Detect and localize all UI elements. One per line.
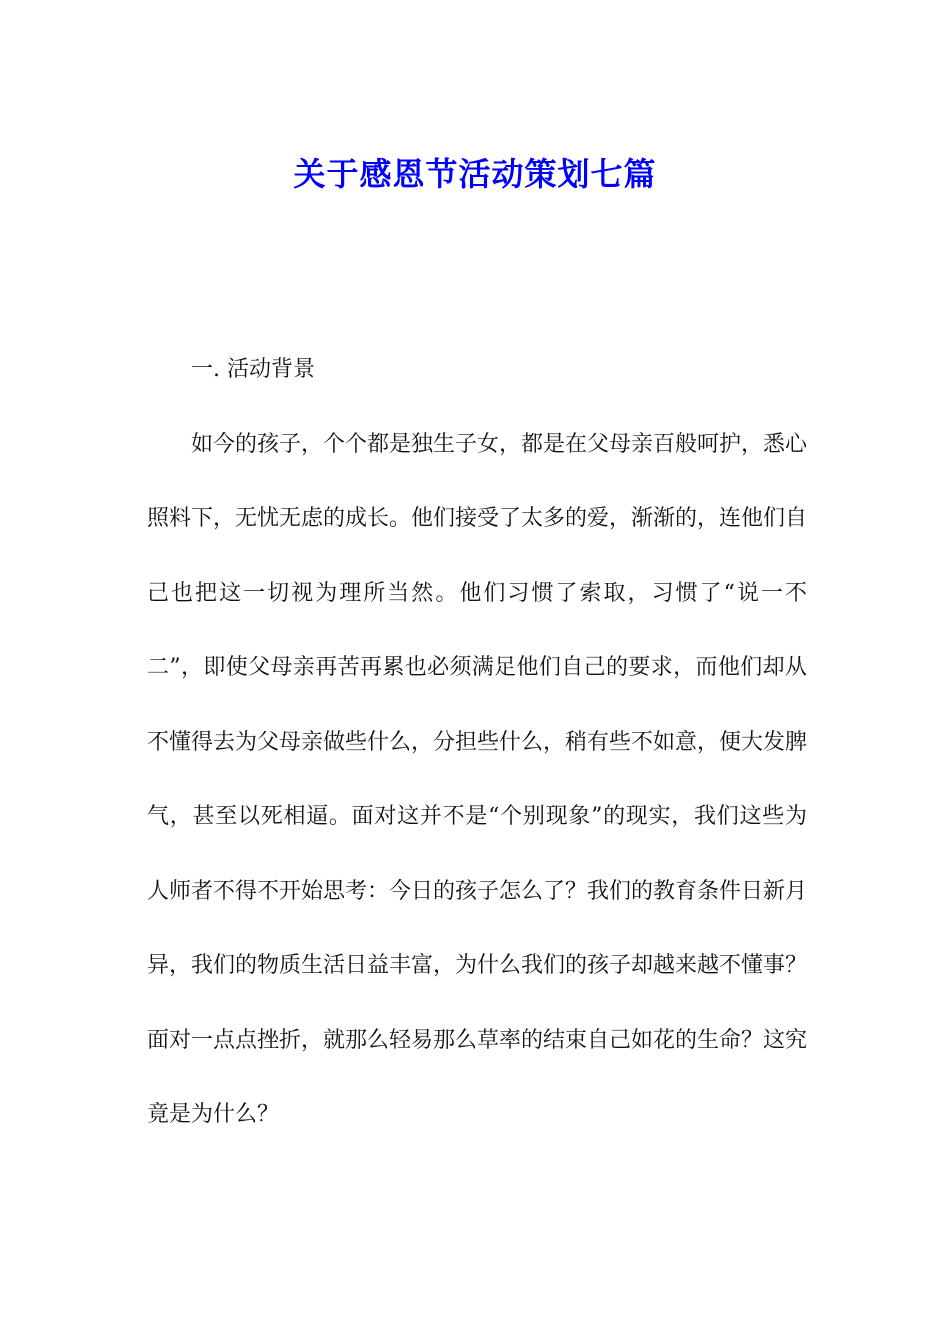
document-title: 关于感恩节活动策划七篇 (293, 155, 657, 194)
body-paragraph: 如今的孩子，个个都是独生子女，都是在父母亲百般呵护，悉心照料下，无忧无虑的成长。他们接受了太多的爱，渐渐的，连他们自己也把这一切视为理所当然。他们习惯了索取，习惯了“说一不二”，即使父母亲再苦再累也必须满足他们自己的要求，而他们却从不懂得去为父母亲做些什么，分担些什么，稍有些不如意，便大发脾气，甚至以死相逼。面对这并不是“个别现象”的现实，我们这些为人师者不得不开始思考：今日的孩子怎么了？我们的教育条件日新月异，我们的物质生活日益丰富，为什么我们的孩子却越来越不懂事？面对一点点挫折，就那么轻易那么草率的结束自己如花的生命？这究竟是为什么？ (147, 431, 808, 1127)
section-heading: 一. 活动背景 (191, 357, 315, 382)
document-body (147, 333, 807, 1153)
